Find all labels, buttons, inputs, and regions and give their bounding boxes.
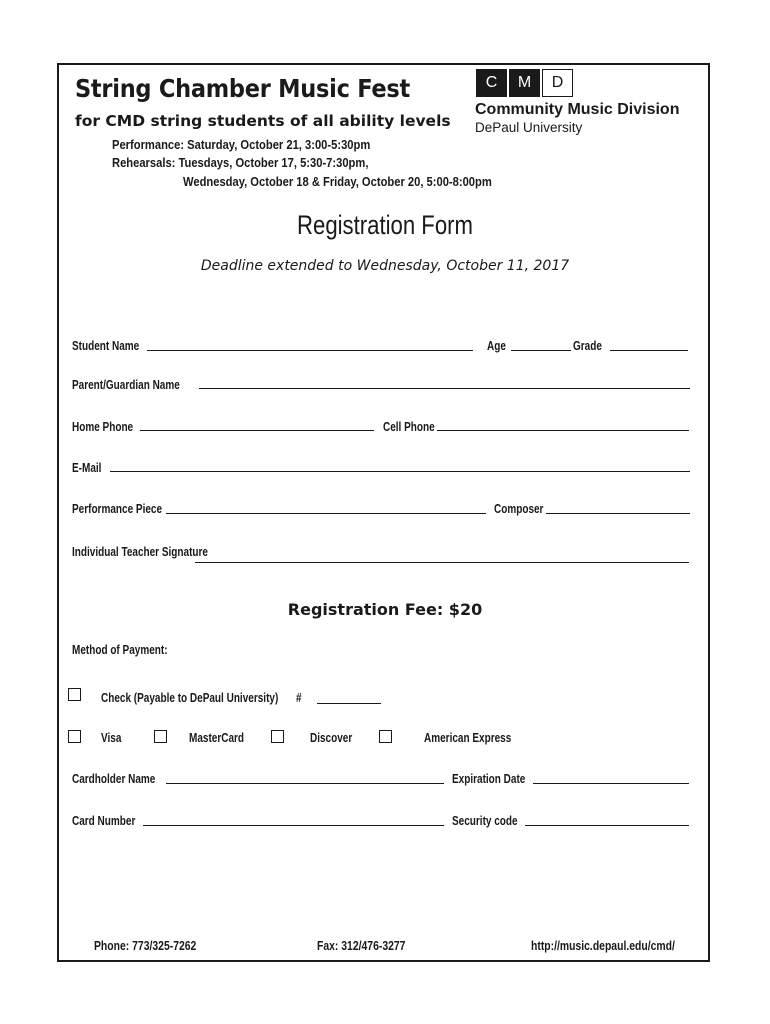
age-field[interactable] — [511, 350, 571, 351]
card-number-field[interactable] — [143, 825, 444, 826]
deadline-notice: Deadline extended to Wednesday, October 11, 2017 — [200, 258, 570, 274]
visa-checkbox[interactable] — [68, 730, 81, 743]
expiration-label: Expiration Date — [452, 772, 526, 786]
check-label: Check (Payable to DePaul University) — [101, 691, 279, 705]
check-number-label: # — [296, 691, 302, 705]
performance-piece-field[interactable] — [166, 513, 486, 514]
mastercard-label: MasterCard — [189, 731, 245, 745]
grade-field[interactable] — [610, 350, 688, 351]
footer-fax: Fax: 312/476-3277 — [317, 938, 406, 953]
check-number-field[interactable] — [317, 703, 381, 704]
expiration-field[interactable] — [533, 783, 689, 784]
discover-checkbox[interactable] — [271, 730, 284, 743]
email-field[interactable] — [110, 471, 690, 472]
age-label: Age — [487, 339, 506, 353]
registration-fee: Registration Fee: $20 — [287, 600, 483, 619]
event-subtitle: for CMD string students of all ability levels — [75, 112, 451, 130]
check-checkbox[interactable] — [68, 688, 81, 701]
event-title: String Chamber Music Fest — [75, 74, 410, 103]
teacher-signature-label: Individual Teacher Signature — [72, 545, 208, 559]
student-name-field[interactable] — [147, 350, 473, 351]
composer-label: Composer — [494, 502, 544, 516]
amex-checkbox[interactable] — [379, 730, 392, 743]
logo-university-name: DePaul University — [475, 120, 583, 135]
parent-name-field[interactable] — [199, 388, 690, 389]
visa-label: Visa — [101, 731, 122, 745]
footer-phone: Phone: 773/325-7262 — [94, 938, 197, 953]
logo-division-name: Community Music Division — [475, 101, 680, 118]
mastercard-checkbox[interactable] — [154, 730, 167, 743]
performance-piece-label: Performance Piece — [72, 502, 163, 516]
student-name-label: Student Name — [72, 339, 140, 353]
rehearsal-schedule: Rehearsals: Tuesdays, October 17, 5:30-7:30pm, — [112, 155, 369, 170]
cell-phone-field[interactable] — [437, 430, 689, 431]
cardholder-label: Cardholder Name — [72, 772, 156, 786]
form-title: Registration Form — [297, 210, 473, 240]
composer-field[interactable] — [546, 513, 690, 514]
amex-label: American Express — [424, 731, 512, 745]
logo-letter-c: C — [476, 69, 507, 97]
discover-label: Discover — [310, 731, 353, 745]
cell-phone-label: Cell Phone — [383, 420, 435, 434]
payment-method-label: Method of Payment: — [72, 643, 168, 657]
grade-label: Grade — [573, 339, 602, 353]
email-label: E-Mail — [72, 461, 102, 475]
logo-letter-m: M — [509, 69, 540, 97]
logo-letter-d: D — [542, 69, 573, 97]
security-code-label: Security code — [452, 814, 518, 828]
teacher-signature-field[interactable] — [195, 562, 689, 563]
footer-url[interactable]: http://music.depaul.edu/cmd/ — [531, 938, 675, 953]
rehearsal-schedule-cont: Wednesday, October 18 & Friday, October 20, 5:00-8:00pm — [183, 174, 492, 189]
security-code-field[interactable] — [525, 825, 689, 826]
cardholder-field[interactable] — [166, 783, 444, 784]
performance-schedule: Performance: Saturday, October 21, 3:00-5:30pm — [112, 137, 371, 152]
home-phone-field[interactable] — [140, 430, 374, 431]
card-number-label: Card Number — [72, 814, 136, 828]
parent-name-label: Parent/Guardian Name — [72, 378, 180, 392]
home-phone-label: Home Phone — [72, 420, 134, 434]
